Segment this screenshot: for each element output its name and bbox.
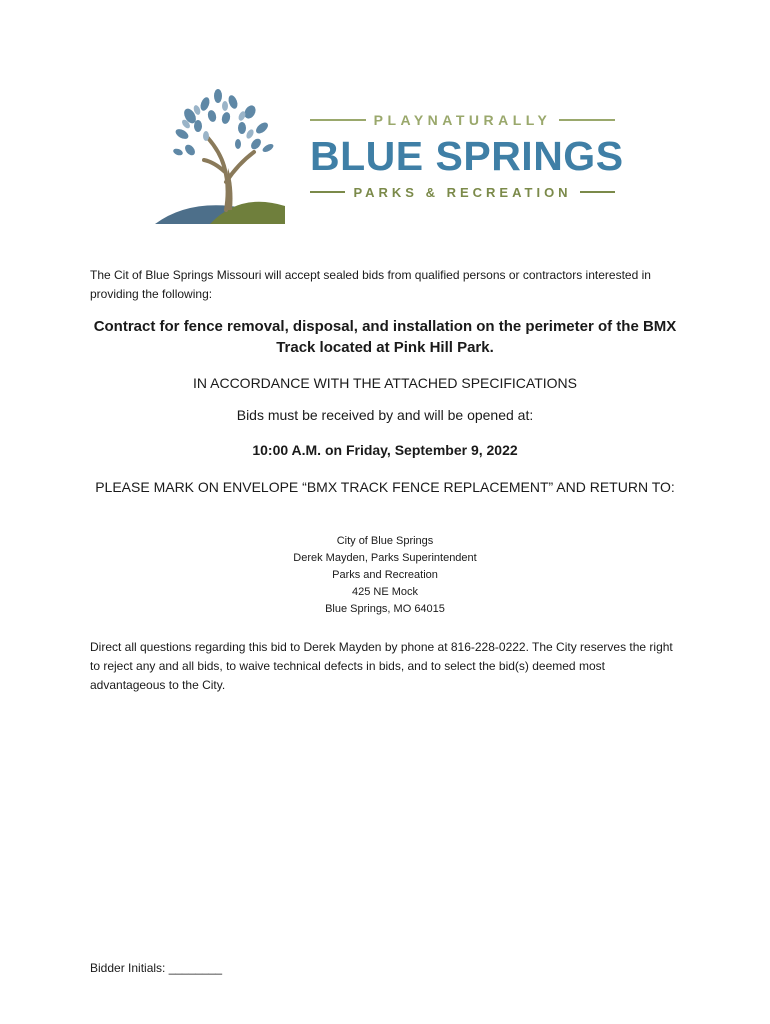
address-line: Blue Springs, MO 64015: [325, 603, 445, 615]
return-address: [90, 533, 680, 618]
bid-opening-datetime: 10:00 A.M. on Friday, September 9, 2022: [252, 442, 518, 458]
bids-received-line: Bids must be received by and will be opened at:: [236, 407, 534, 423]
address-line: City of Blue Springs: [336, 535, 434, 547]
logo: [150, 86, 624, 226]
intro-paragraph: The Cit of Blue Springs Missouri will accept sealed bids from qualified persons or contractors interested in providing the following:: [90, 268, 651, 301]
specifications-line: IN ACCORDANCE WITH THE ATTACHED SPECIFICATIONS: [193, 375, 577, 391]
address-line: 425 NE Mock: [351, 586, 419, 598]
contact-paragraph: Direct all questions regarding this bid to Derek Mayden by phone at 816-228-0222. The City reserves the right to reject any and all bids, to waive technical defects in bids, and to select the bid(s) deemed most advantageous to the City.: [90, 640, 673, 692]
envelope-instruction: PLEASE MARK ON ENVELOPE “BMX TRACK FENCE REPLACEMENT” AND RETURN TO:: [95, 479, 675, 495]
bidder-initials: Bidder Initials: ________: [90, 961, 223, 975]
logo-name: BLUE SPRINGS: [310, 133, 624, 179]
contract-heading: Contract for fence removal, disposal, and installation on the perimeter of the BMX Track located at Pink Hill Park.: [93, 318, 677, 356]
logo-tagline: PLAYNATURALLY: [373, 112, 552, 128]
logo-subtitle: PARKS & RECREATION: [353, 184, 572, 200]
address-line: Parks and Recreation: [332, 569, 438, 581]
address-line: Derek Mayden, Parks Superintendent: [293, 552, 477, 564]
tree-logo-icon: [150, 86, 310, 226]
